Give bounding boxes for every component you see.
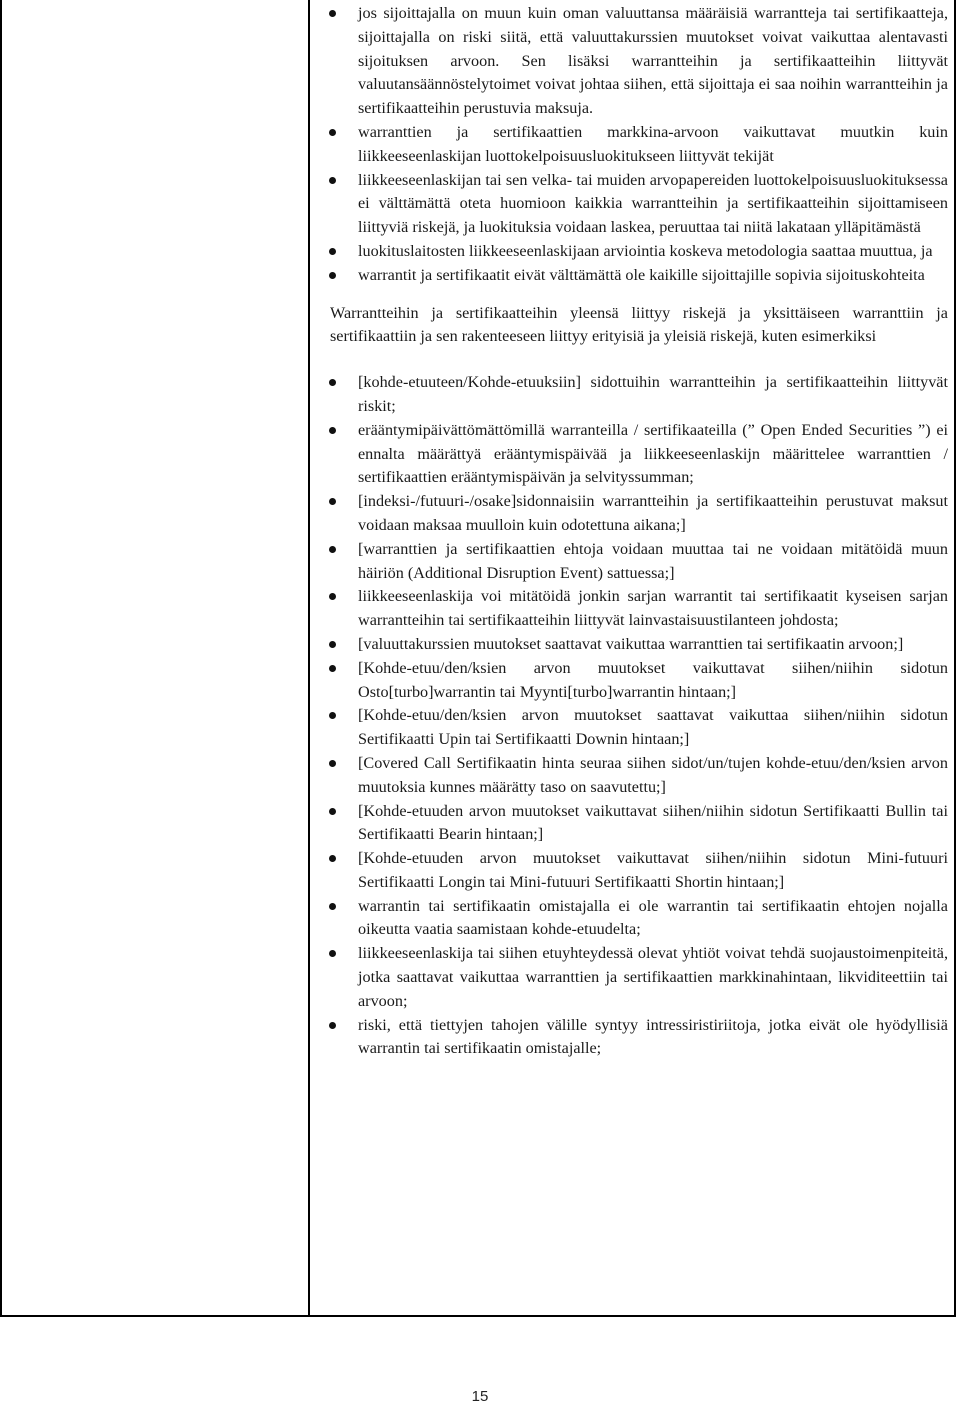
left-column-cell (2, 0, 310, 1315)
list-item: erääntymipäivättömättömillä warranteilla / sertifikaateilla (” Open Ended Securities ”) ei ennalta määrättyä erääntymispäivää ja liikkeeseenlaskijn määrittelee warranttien / sertifikaattien erääntymispäivän ja selvityssumman; (322, 419, 948, 490)
list-item: jos sijoittajalla on muun kuin oman valuuttansa määräisiä warrantteja tai sertifikaatteja, sijoittajalla on riski siitä, että valuuttakurssien muutokset voivat vaikuttaa alentavasti sijoituksen arvoon. Sen lisäksi warrantteihin ja sertifikaatteihin liittyvät valuutansäännöstelytoimet voivat johtaa siihen, että sijoittaja ei saa noihin warrantteihin ja sertifikaatteihin perustuvia maksuja. (322, 2, 948, 121)
bullet-icon (329, 593, 336, 600)
page-number: 15 (471, 1388, 489, 1405)
list-item: [kohde-etuuteen/Kohde-etuuksiin] sidottuihin warrantteihin ja sertifikaatteihin liittyvät riskit; (322, 371, 948, 419)
list-item: [Kohde-etuu/den/ksien arvon muutokset saattavat vaikuttaa siihen/niihin sidotun Sertifikaatti Upin tai Sertifikaatti Downin hintaan;] (322, 704, 948, 752)
list-item: [Covered Call Sertifikaatin hinta seuraa siihen sidot/un/tujen kohde-etuu/den/ksien arvon muutoksia kunnes määrätty taso on saavutettu;] (322, 752, 948, 800)
bullet-icon (329, 950, 336, 957)
list-item: warrantit ja sertifikaatit eivät välttämättä ole kaikille sijoittajille sopivia sijoituskohteita (322, 264, 948, 288)
bullet-icon (329, 177, 336, 184)
list-item: [Kohde-etuuden arvon muutokset vaikuttavat siihen/niihin sidotun Sertifikaatti Bullin tai Sertifikaatti Bearin hintaan;] (322, 800, 948, 848)
list-item: [warranttien ja sertifikaattien ehtoja voidaan muuttaa tai ne voidaan mitätöidä muun häiriön (Additional Disruption Event) sattuessa;] (322, 538, 948, 586)
bullet-icon (329, 1022, 336, 1029)
bullet-icon (329, 546, 336, 553)
list-item: [indeksi-/futuuri-/osake]sidonnaisiin warrantteihin ja sertifikaatteihin perustuvat maksut voidaan maksaa muulloin kuin odotettuna aikana;] (322, 490, 948, 538)
list-item: liikkeeseenlaskija tai siihen etuyhteydessä olevat yhtiöt voivat tehdä suojaustoimenpiteitä, jotka saattavat vaikuttaa warranttien ja sertifikaattien markkinahintaan, likviditeettiin tai arvoon; (322, 942, 948, 1013)
list-item: [valuuttakurssien muutokset saattavat vaikuttaa warranttien tai sertifikaatin arvoon;] (322, 633, 948, 657)
bullet-icon (329, 427, 336, 434)
bullet-icon (329, 855, 336, 862)
intro-paragraph: Warrantteihin ja sertifikaatteihin yleensä liittyy riskejä ja yksittäiseen warranttiin ja sertifikaattiin ja sen rakenteeseen liittyy erityisiä ja yleisiä riskejä, kuten esimerkiksi (330, 303, 948, 346)
bullet-icon (329, 379, 336, 386)
bullet-icon (329, 129, 336, 136)
bullet-icon (329, 903, 336, 910)
content-cell (322, 2, 948, 1061)
bullet-icon (329, 712, 336, 719)
list-item: luokituslaitosten liikkeeseenlaskijaan arviointia koskeva metodologia saattaa muuttua, ja (322, 240, 948, 264)
bullet-icon (329, 272, 336, 279)
list-item: liikkeeseenlaskijan tai sen velka- tai muiden arvopapereiden luottokelpoisuusluokituksessa ei välttämättä oteta huomioon kaikkia warrantteihin ja sertifikaatteihin sijoittamiseen liittyviä riskejä, ja luokituksia voidaan laskea, peruuttaa tai niitä lakataan ylläpitämästä (322, 169, 948, 240)
bullet-icon (329, 248, 336, 255)
bullet-icon (329, 641, 336, 648)
risk-list-2 (322, 371, 948, 1061)
risk-list-1 (322, 2, 948, 288)
list-item: liikkeeseenlaskija voi mitätöidä jonkin sarjan warrantit tai sertifikaatit kyseisen sarjan warrantteihin tai sertifikaatteihin liittyvät lainvastaisuustilanteen johdosta; (322, 585, 948, 633)
bullet-icon (329, 498, 336, 505)
list-item: [Kohde-etuuden arvon muutokset vaikuttavat siihen/niihin sidotun Mini-futuuri Sertifikaatti Longin tai Mini-futuuri Sertifikaatti Shortin hintaan;] (322, 847, 948, 895)
bullet-icon (329, 808, 336, 815)
list-item: riski, että tiettyjen tahojen välille syntyy intressiristiriitoja, jotka eivät ole hyödyllisiä warrantin tai sertifikaatin omistajalle; (322, 1014, 948, 1062)
list-item: warranttien ja sertifikaattien markkina-arvoon vaikuttavat muutkin kuin liikkeeseenlaskijan luottokelpoisuusluokitukseen liittyvät tekijät (322, 121, 948, 169)
list-item: warrantin tai sertifikaatin omistajalla ei ole warrantin tai sertifikaatin ehtojen nojalla oikeutta vaatia saamistaan kohde-etuudelta; (322, 895, 948, 943)
bullet-icon (329, 10, 336, 17)
list-item: [Kohde-etuu/den/ksien arvon muutokset vaikuttavat siihen/niihin sidotun Osto[turbo]warrantin tai Myynti[turbo]warrantin hintaan;] (322, 657, 948, 705)
bullet-icon (329, 665, 336, 672)
bullet-icon (329, 760, 336, 767)
